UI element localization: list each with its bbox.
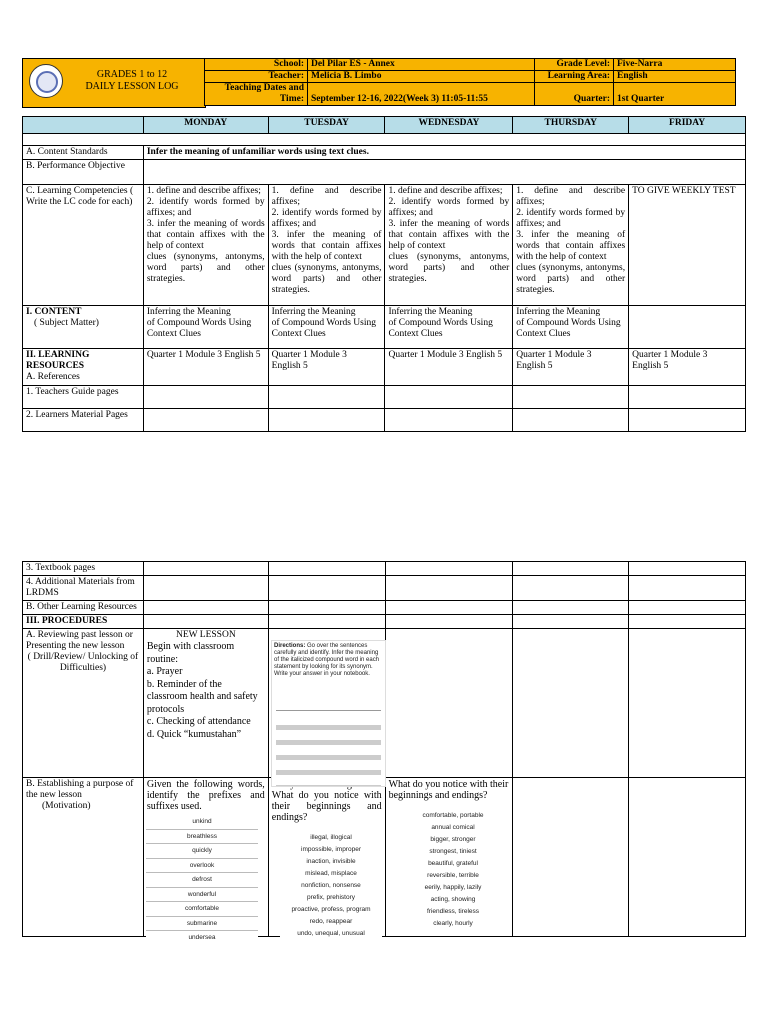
content-row: I. CONTENT ( Subject Matter) Inferring the Meaning of Compound Words Using Context Clues Inferring the Meaning of Compound Words Using Context Clues Inferring the Meaning of Compound Words Using Context Clues Inferring the Meaning of Compound Words Using Context Clues	[23, 306, 746, 349]
competency-wednesday: 1. define and describe affixes; 2. identify words formed by affixes; and 3. infer the meaning of words that contain affixes with the help of context clues (synonyms, antonyms, word parts) and other strategies.	[385, 185, 513, 306]
header-info-table	[204, 58, 736, 106]
tuesday-words-image	[280, 832, 382, 944]
day-thursday: THURSDAY	[513, 117, 629, 134]
word-item: unkind	[146, 815, 258, 830]
word-item: impossible, improper	[301, 846, 361, 853]
resources-thursday: Quarter 1 Module 3 English 5	[513, 349, 629, 386]
word-item: strongest, tiniest	[429, 848, 477, 855]
word-item: comfortable, portable	[422, 812, 484, 819]
word-item: defrost	[146, 873, 258, 888]
content-standards-value: Infer the meaning of unfamiliar words using text clues.	[143, 146, 745, 160]
word-item: undo, unequal, unusual	[297, 930, 365, 937]
review-worksheet-image: Directions: Go over the sentences carefully and identify. Infer the meaning of the italicized compound word in each statement by looking for its synonym. Write your answer in your notebook.	[271, 640, 386, 787]
resources-wednesday: Quarter 1 Module 3 English 5	[385, 349, 513, 386]
word-item: clearly, hourly	[433, 920, 473, 927]
competency-monday: 1. define and describe affixes; 2. identify words formed by affixes; and 3. infer the meaning of words that contain affixes with the help of context clues (synonyms, antonyms, word parts) and other strategies.	[143, 185, 268, 306]
additional-materials-row: 4. Additional Materials from LRDMS	[23, 576, 746, 601]
word-item: proactive, profess, program	[291, 906, 371, 913]
teacher-label: Teacher:	[205, 71, 308, 83]
other-resources-row: B. Other Learning Resources	[23, 601, 746, 615]
purpose-row: B. Establishing a purpose of the new lesson (Motivation) Given the following words, identify the prefixes and suffixes used. What do you notice with their beginnings and endings? What do you notice with their beginnings and endings?	[23, 778, 746, 937]
word-item: submarine	[146, 917, 258, 932]
quarter-value: 1st Quarter	[614, 83, 736, 106]
day-wednesday: WEDNESDAY	[385, 117, 513, 134]
quarter-label: Quarter:	[535, 83, 614, 106]
resources-tuesday: Quarter 1 Module 3 English 5	[268, 349, 385, 386]
area-label: Learning Area:	[535, 71, 614, 83]
content-monday: Inferring the Meaning of Compound Words Using Context Clues	[143, 306, 268, 349]
day-header-row	[23, 117, 746, 134]
resources-monday: Quarter 1 Module 3 English 5	[143, 349, 268, 386]
word-item: comfortable	[146, 902, 258, 917]
competency-friday: TO GIVE WEEKLY TEST	[629, 185, 746, 306]
day-monday: MONDAY	[143, 117, 268, 134]
word-item: acting, showing	[430, 896, 476, 903]
header-logo-block	[22, 58, 206, 108]
textbook-row: 3. Textbook pages	[23, 562, 746, 576]
teachers-guide-row: 1. Teachers Guide pages	[23, 386, 746, 409]
word-item: wonderful	[146, 888, 258, 903]
day-friday: FRIDAY	[629, 117, 746, 134]
word-item: inaction, invisible	[306, 858, 356, 865]
word-item: reversible, terrible	[427, 872, 479, 879]
dates-label: Teaching Dates and Time:	[205, 83, 308, 106]
deped-seal-icon	[29, 64, 63, 98]
content-standards-row: A. Content Standards Infer the meaning of unfamiliar words using text clues.	[23, 146, 746, 160]
word-item: illegal, illogical	[310, 834, 352, 841]
resources-friday: Quarter 1 Module 3 English 5	[629, 349, 746, 386]
day-tuesday: TUESDAY	[268, 117, 385, 134]
teacher-value: Melicia B. Limbo	[308, 71, 535, 83]
word-item: beautiful, grateful	[428, 860, 478, 867]
resources-row: II. LEARNING RESOURCES A. References Quarter 1 Module 3 English 5 Quarter 1 Module 3 English 5 Quarter 1 Module 3 English 5 Quarter 1 Module 3 English 5 Quarter 1 Module 3 English 5	[23, 349, 746, 386]
word-item: underseа	[146, 931, 258, 943]
competencies-row: C. Learning Competencies ( Write the LC code for each) 1. define and describe affixes; 2. identify words formed by affixes; and 3. infer the meaning of words that contain affixes with the help of context clues (synonyms, antonyms, word parts) and other strategies. 1. define and describe affixes; 2. identify words formed by affixes; and 3. infer the meaning of words that contain affixes with the help of context clues (synonyms, antonyms, word parts) and other strategies. 1. define and describe affixes; 2. identify words formed by affixes; and 3. infer the meaning of words that contain affixes with the help of context clues (synonyms, antonyms, word parts) and other strategies. 1. define and describe affixes; 2. identify words formed by affixes; and 3. infer the meaning of words that contain affixes with the help of context clues (synonyms, antonyms, word parts) and other strategies. TO GIVE WEEKLY TEST	[23, 185, 746, 306]
review-monday: NEW LESSON Begin with classroom routine: a. Prayer b. Reminder of the classroom health and safety protocols c. Checking of attendance d. Quick “kumustahan”	[143, 629, 268, 778]
monday-words-image	[146, 815, 258, 943]
word-item: quickly	[146, 844, 258, 859]
word-item: redo, reappear	[309, 918, 353, 925]
purpose-wednesday: What do you notice with their beginnings and endings?	[385, 778, 513, 937]
grade-value: Five-Narra	[614, 59, 736, 71]
purpose-tuesday: What do you notice with their beginnings and endings?	[268, 778, 385, 937]
learners-material-row: 2. Learners Material Pages	[23, 409, 746, 432]
word-item: nonfiction, nonsense	[301, 882, 361, 889]
performance-objective-row: B. Performance Objective	[23, 160, 746, 185]
word-item: prefix, prehistory	[306, 894, 356, 901]
review-row: A. Reviewing past lesson or Presenting the new lesson ( Drill/Review/ Unlocking of Difficulties) NEW LESSON Begin with classroom routine: a. Prayer b. Reminder of the classroom health and safety protocols c. Checking of attendance d. Quick “kumustahan”	[23, 629, 746, 778]
word-item: friendless, tireless	[426, 908, 480, 915]
competency-tuesday: 1. define and describe affixes; 2. identify words formed by affixes; and 3. infer the meaning of words that contain affixes with the help of context clues (synonyms, antonyms, word parts) and other strategies.	[268, 185, 385, 306]
word-item: annual comical	[431, 824, 475, 831]
content-tuesday: Inferring the Meaning of Compound Words Using Context Clues	[268, 306, 385, 349]
school-value: Del Pilar ES - Annex	[308, 59, 535, 71]
word-item: mislead, misplace	[305, 870, 357, 877]
school-label: School:	[205, 59, 308, 71]
content-wednesday: Inferring the Meaning of Compound Words Using Context Clues	[385, 306, 513, 349]
lesson-table-1	[22, 116, 746, 432]
word-item: overlook	[146, 859, 258, 874]
content-thursday: Inferring the Meaning of Compound Words Using Context Clues	[513, 306, 629, 349]
word-item: eerily, happily, lazily	[424, 884, 482, 891]
content-friday	[629, 306, 746, 349]
purpose-monday: Given the following words, identify the prefixes and suffixes used.	[143, 778, 268, 937]
competency-thursday: 1. define and describe affixes; 2. identify words formed by affixes; and 3. infer the meaning of words that contain affixes with the help of context clues (synonyms, antonyms, word parts) and other strategies.	[513, 185, 629, 306]
grade-label: Grade Level:	[535, 59, 614, 71]
dates-value: September 12-16, 2022(Week 3) 11:05-11:55	[308, 83, 535, 106]
word-item: bigger, stronger	[430, 836, 476, 843]
wednesday-words-image	[398, 810, 508, 934]
procedures-row: III. PROCEDURES	[23, 615, 746, 629]
document-title: GRADES 1 to 12 DAILY LESSON LOG	[85, 69, 179, 92]
area-value: English	[614, 71, 736, 83]
word-item: breathless	[146, 830, 258, 845]
